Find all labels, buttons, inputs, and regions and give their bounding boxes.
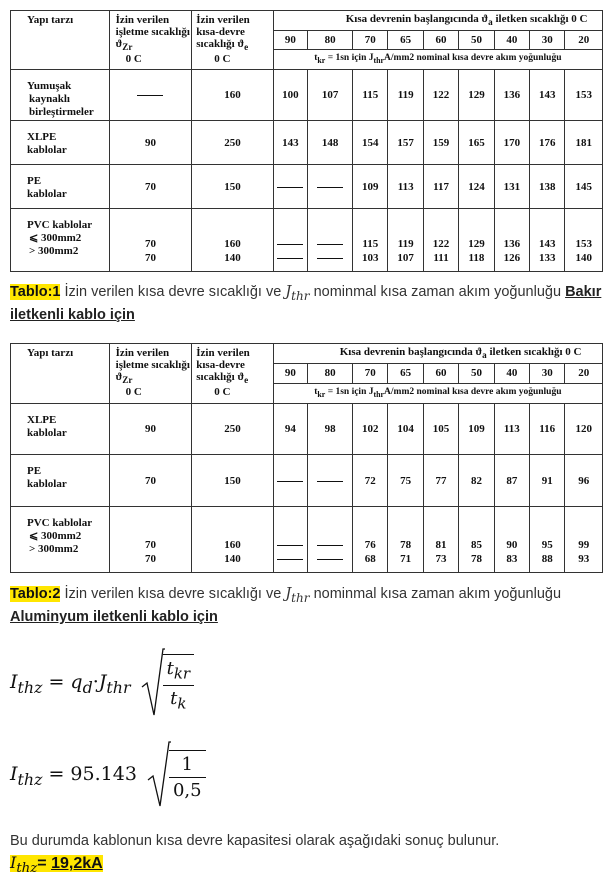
operating-temp-cell [109, 455, 192, 506]
density-cell [494, 120, 529, 164]
density-cell [353, 120, 388, 164]
cable-type [11, 69, 110, 120]
cable-type-line: PE [27, 175, 42, 188]
cable-type-line: kablolar [27, 188, 67, 201]
cable-type [11, 506, 110, 572]
table-row [11, 69, 603, 120]
cell-value: 165 [468, 136, 485, 149]
cable-type [11, 455, 110, 506]
cell-value: 131 [503, 180, 521, 193]
cell-value: 140 [224, 252, 241, 264]
density-cell [530, 165, 565, 209]
cell-value: 88 [541, 553, 553, 565]
cell-value: 115 [362, 238, 379, 250]
dash-mark [274, 474, 307, 488]
cable-type-line: kablolar [27, 143, 67, 156]
radical-sign-icon [141, 647, 165, 719]
cell-value: 103 [362, 252, 379, 264]
cable-type-line: ⩽ 300mm2 [29, 232, 82, 245]
density-cell [353, 165, 388, 209]
cell-value: 140 [575, 252, 592, 264]
cell-value: 100 [282, 88, 299, 101]
density-cell [353, 403, 388, 454]
cell-value: 143 [538, 238, 556, 250]
copper-cable-table [10, 10, 603, 272]
dash-mark [274, 251, 307, 265]
density-cell [565, 120, 603, 164]
density-cell [308, 120, 353, 164]
temp-header: 65 [388, 363, 423, 383]
density-cell [308, 69, 353, 120]
dash-mark [308, 237, 352, 251]
density-cell [565, 455, 603, 506]
shortcircuit-temp-cell [192, 506, 274, 572]
density-cell [273, 165, 307, 209]
temp-header: 70 [353, 30, 388, 50]
density-cell [423, 455, 458, 506]
dash-mark [274, 237, 307, 251]
density-cell [459, 403, 494, 454]
cable-type [11, 209, 110, 272]
cell-value: 78 [400, 539, 412, 551]
formula-numeric: $I_{thz} = 95.143$ $\frac{1}{0,5}$ [10, 740, 206, 810]
cell-value: 160 [224, 539, 241, 551]
density-cell [530, 403, 565, 454]
density-cell [494, 455, 529, 506]
cell-value: 109 [468, 423, 485, 436]
density-cell [273, 506, 307, 572]
col-header-shortcircuit-temp: İzin verilen kısa-devre sıcaklığı $ϑ_e$ 0 C [192, 344, 274, 404]
density-cell [353, 69, 388, 120]
radical-sign-icon [147, 740, 171, 810]
cell-value: 70 [144, 180, 156, 193]
density-cell [530, 209, 565, 272]
density-cell [565, 209, 603, 272]
cell-value: 148 [321, 136, 339, 149]
cable-type-line: kablolar [27, 478, 67, 491]
temp-header: 40 [494, 363, 529, 383]
cell-value: 113 [397, 180, 414, 193]
conclusion-text: Bu durumda kablonun kısa devre kapasitesi olarak aşağıdaki sonuç bulunur. [10, 833, 500, 849]
table-row [11, 209, 603, 272]
cell-value: 116 [539, 423, 556, 436]
operating-temp-cell [109, 120, 192, 164]
col-header-shortcircuit-temp: İzin verilen kısa-devre sıcaklığı $ϑ_e$ 0 C [192, 11, 274, 70]
cell-value: 95 [541, 539, 553, 551]
dash-mark [274, 538, 307, 552]
cell-value: 160 [224, 88, 241, 101]
density-cell [494, 506, 529, 572]
cell-value: 133 [538, 252, 556, 264]
density-cell [423, 506, 458, 572]
density-cell [494, 69, 529, 120]
density-cell [388, 120, 423, 164]
shortcircuit-temp-cell [192, 69, 274, 120]
density-cell [388, 165, 423, 209]
table2-caption: Tablo:2 İzin verilen kısa devre sıcaklığı ve $J_{thr}$ nominmal kısa zaman akım yoğunluğu Aluminyum iletkenli kablo için [10, 586, 562, 625]
cell-value: 83 [506, 553, 518, 565]
cell-value: 99 [578, 539, 590, 551]
cell-value: 72 [364, 474, 376, 487]
shortcircuit-temp-cell [192, 120, 274, 164]
cell-value: 90 [506, 539, 518, 551]
cell-value: 93 [578, 553, 590, 565]
table-row [11, 120, 603, 164]
temp-header: 30 [530, 363, 565, 383]
cable-type-line: kaynaklı [29, 92, 70, 105]
table-row [11, 403, 603, 454]
density-cell [494, 209, 529, 272]
cable-type-line: ⩽ 300mm2 [29, 529, 82, 542]
cell-value: 153 [575, 238, 592, 250]
cell-value: 77 [435, 474, 447, 487]
result-value: 19,2kA [51, 855, 103, 872]
cell-value: 104 [397, 423, 414, 436]
aluminium-cable-table [10, 343, 603, 573]
operating-temp-cell [109, 506, 192, 572]
cable-type-line: PVC kablolar [27, 219, 93, 232]
cable-type-line: PE [27, 465, 42, 478]
cell-value: 81 [435, 539, 447, 551]
density-cell [530, 120, 565, 164]
caption-emphasis: Aluminyum iletkenli kablo için [10, 608, 218, 625]
density-cell [273, 120, 307, 164]
operating-temp-cell [109, 403, 192, 454]
col-header-operating-temp: İzin verilen işletme sıcaklığı $ϑ_{Zr}$ 0 C [109, 11, 192, 70]
col-header-operating-temp: İzin verilen işletme sıcaklığı $ϑ_{Zr}$ 0 C [109, 344, 192, 404]
density-cell [530, 455, 565, 506]
table-tag: Tablo:2 [10, 586, 61, 602]
cell-value: 126 [503, 252, 521, 264]
temp-header: 80 [308, 30, 353, 50]
table-row [11, 506, 603, 572]
table-tag: Tablo:1 [10, 284, 61, 300]
temp-header: 65 [388, 30, 423, 50]
cable-type [11, 120, 110, 164]
cell-value: 75 [400, 474, 412, 487]
density-cell [565, 69, 603, 120]
table1-caption: Tablo:1 İzin verilen kısa devre sıcaklığı ve $J_{thr}$ nominmal kısa zaman akım yoğunluğu Bakır iletkenli kablo için [10, 284, 602, 323]
density-cell [459, 165, 494, 209]
cell-value: 90 [144, 136, 156, 149]
col-header-initial-temp: Kısa devrenin başlangıcında $ϑ_a$ iletken sıcaklığı 0 C [273, 344, 602, 364]
result-line: $I_{thz}= 19,2kA$ [10, 853, 103, 877]
cell-value: 96 [578, 474, 590, 487]
cable-type-line: kablolar [27, 426, 67, 439]
density-cell [494, 165, 529, 209]
cell-value: 136 [503, 238, 521, 250]
density-cell [308, 165, 353, 209]
cable-type-line: XLPE [27, 413, 57, 426]
cell-value: 90 [144, 423, 156, 436]
cell-value: 105 [432, 423, 450, 436]
density-cell [388, 455, 423, 506]
cell-value: 136 [503, 88, 521, 101]
cell-value: 170 [503, 136, 521, 149]
density-cell [459, 69, 494, 120]
cell-value: 118 [468, 252, 485, 264]
square-root: $\frac{1}{0,5}$ [147, 740, 206, 810]
density-cell [459, 120, 494, 164]
square-root: $\frac{t_{kr}}{t_k}$ [141, 647, 195, 719]
cell-value: 181 [575, 136, 592, 149]
cell-value: 85 [470, 539, 482, 551]
cell-value: 73 [435, 553, 447, 565]
cable-type-line: birleştirmeler [29, 105, 94, 118]
shortcircuit-temp-cell [192, 165, 274, 209]
cable-type-line: PVC kablolar [27, 516, 93, 529]
temp-header: 30 [530, 30, 565, 50]
shortcircuit-temp-cell [192, 403, 274, 454]
cell-value: 111 [433, 252, 449, 264]
dash-mark [308, 538, 352, 552]
temp-header: 70 [353, 363, 388, 383]
temp-header: 80 [308, 363, 353, 383]
cell-value: 154 [362, 136, 379, 149]
cell-value: 157 [397, 136, 414, 149]
density-cell [388, 69, 423, 120]
cell-value: 115 [362, 88, 379, 101]
operating-temp-cell [109, 165, 192, 209]
temp-header: 50 [459, 363, 494, 383]
density-note: $t_{kr} = 1sn$ için $J_{thr}A/mm2$ nominal kısa devre akım yoğunluğu [273, 50, 602, 70]
cell-value: 94 [284, 423, 296, 436]
col-header-type: Yapı tarzı [11, 344, 110, 404]
density-cell [388, 506, 423, 572]
cell-value: 140 [224, 553, 241, 565]
density-cell [423, 69, 458, 120]
density-cell [565, 165, 603, 209]
cell-value: 98 [324, 423, 336, 436]
density-cell [388, 209, 423, 272]
cell-value: 160 [224, 238, 241, 250]
cell-value: 68 [364, 553, 376, 565]
cell-value: 250 [224, 136, 241, 149]
density-cell [459, 506, 494, 572]
col-header-initial-temp: Kısa devrenin başlangıcında $ϑ_a$ iletken sıcaklığı 0 C [273, 11, 602, 31]
cell-value: 122 [432, 238, 450, 250]
temp-header: 50 [459, 30, 494, 50]
cell-value: 78 [470, 553, 482, 565]
cell-value: 122 [432, 88, 450, 101]
shortcircuit-temp-cell [192, 209, 274, 272]
cell-value: 153 [575, 88, 592, 101]
cell-value: 119 [397, 88, 414, 101]
density-cell [308, 455, 353, 506]
temp-header: 90 [273, 363, 307, 383]
density-cell [273, 455, 307, 506]
dash-mark [308, 552, 352, 566]
cable-type [11, 403, 110, 454]
density-cell [423, 209, 458, 272]
temp-header: 40 [494, 30, 529, 50]
col-header-type: Yapı tarzı [11, 11, 110, 70]
cell-value: 119 [397, 238, 414, 250]
cell-value: 87 [506, 474, 518, 487]
density-cell [459, 455, 494, 506]
temp-header: 60 [423, 30, 458, 50]
cell-value: 102 [362, 423, 379, 436]
cell-value: 113 [503, 423, 520, 436]
density-note: $t_{kr} = 1sn$ için $J_{thr}A/mm2$ nominal kısa devre akım yoğunluğu [273, 383, 602, 403]
density-cell [353, 209, 388, 272]
operating-temp-cell [109, 209, 192, 272]
cell-value: 150 [224, 180, 241, 193]
cell-value: 129 [468, 238, 485, 250]
density-cell [308, 506, 353, 572]
density-cell [273, 69, 307, 120]
cell-value: 107 [397, 252, 414, 264]
density-cell [494, 403, 529, 454]
density-cell [273, 403, 307, 454]
cell-value: 70 [144, 252, 156, 264]
cell-value: 150 [224, 474, 241, 487]
cell-value: 129 [468, 88, 485, 101]
density-cell [423, 403, 458, 454]
cell-value: 107 [321, 88, 339, 101]
temp-header: 20 [565, 363, 603, 383]
dash-mark [308, 474, 352, 488]
cell-value: 91 [541, 474, 553, 487]
cell-value: 176 [538, 136, 556, 149]
shortcircuit-temp-cell [192, 455, 274, 506]
dash-mark [308, 251, 352, 265]
cell-value: 70 [144, 474, 156, 487]
cell-value: 159 [432, 136, 450, 149]
density-cell [530, 506, 565, 572]
cell-value: 143 [282, 136, 299, 149]
cell-value: 117 [433, 180, 449, 193]
density-cell [353, 506, 388, 572]
density-cell [423, 165, 458, 209]
density-cell [273, 209, 307, 272]
cell-value: 124 [468, 180, 485, 193]
caption-emphasis: Bakır iletkenli kablo için [10, 284, 602, 323]
temp-header: 90 [273, 30, 307, 50]
dash-mark [274, 552, 307, 566]
cable-type-line: > 300mm2 [29, 245, 79, 258]
cell-value: 143 [538, 88, 556, 101]
density-cell [308, 209, 353, 272]
cell-value: 145 [575, 180, 592, 193]
cell-value: 120 [575, 423, 592, 436]
dash-mark [308, 180, 352, 194]
cell-value: 71 [400, 553, 412, 565]
cell-value: 82 [470, 474, 482, 487]
temp-header: 60 [423, 363, 458, 383]
density-cell [353, 455, 388, 506]
density-cell [388, 403, 423, 454]
cell-value: 70 [144, 539, 156, 551]
cell-value: 109 [362, 180, 379, 193]
cable-type-line: Yumuşak [27, 79, 72, 92]
density-cell [423, 120, 458, 164]
temp-header: 20 [565, 30, 603, 50]
cell-value: 70 [144, 238, 156, 250]
dash-mark [110, 88, 192, 102]
cell-value: 70 [144, 553, 156, 565]
density-cell [308, 403, 353, 454]
formula-general: $I_{thz} = q_d\cdot J_{thr}$ $\frac{t_{kr}}{t_k}$ [10, 647, 194, 719]
table-row [11, 165, 603, 209]
density-cell [459, 209, 494, 272]
cable-type-line: XLPE [27, 130, 57, 143]
operating-temp-cell [109, 69, 192, 120]
table-row [11, 455, 603, 506]
cell-value: 250 [224, 423, 241, 436]
density-cell [565, 506, 603, 572]
cable-type [11, 165, 110, 209]
cable-type-line: > 300mm2 [29, 542, 79, 555]
density-cell [565, 403, 603, 454]
cell-value: 76 [364, 539, 376, 551]
density-cell [530, 69, 565, 120]
dash-mark [274, 180, 307, 194]
cell-value: 138 [538, 180, 556, 193]
